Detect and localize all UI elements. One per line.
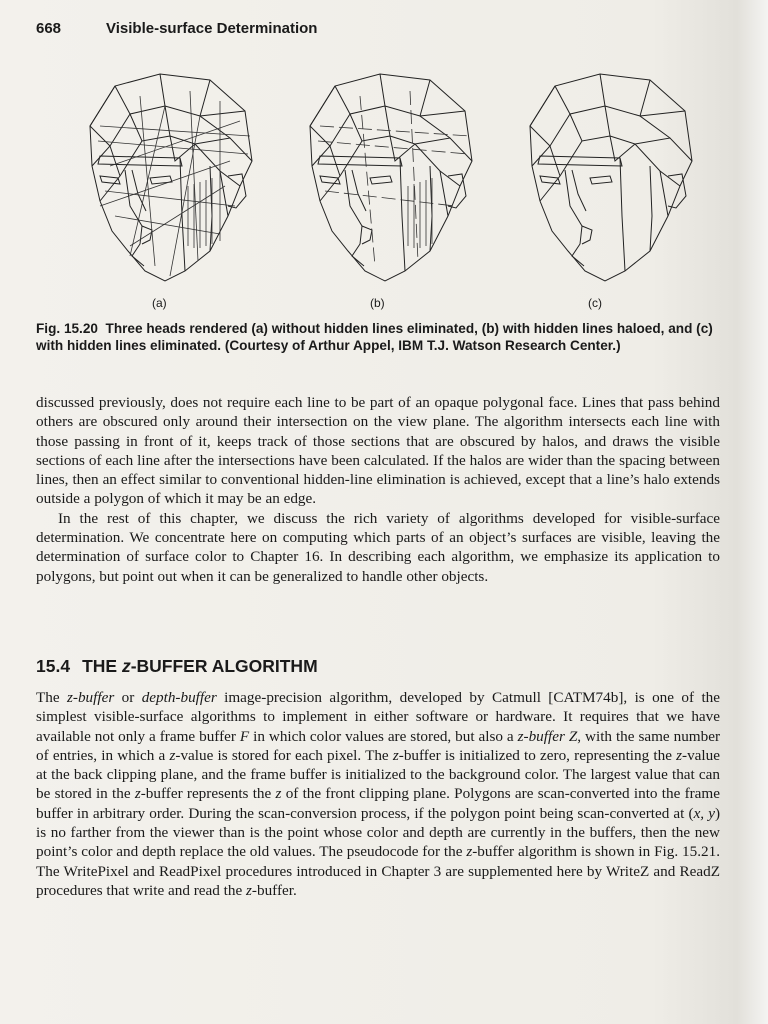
- zbuffer-text-13: -buffer is initialized to zero, representing the: [398, 746, 677, 764]
- zbuffer-text-10: z: [169, 746, 176, 764]
- zbuffer-text-16: z: [134, 785, 141, 803]
- paragraph-zbuffer-description: [36, 688, 720, 900]
- section-number: 15.4: [36, 656, 71, 676]
- caption-text: Three heads rendered (a) without hidden lines eliminated, (b) with hidden lines haloed, and (c) with hidden lines eliminated. (Courtesy of Arthur Appel, IBM T.J. Watson Research Center.): [36, 321, 713, 353]
- zbuffer-text-04: depth-buffer: [141, 689, 217, 706]
- head-a: [90, 74, 252, 281]
- zbuffer-text-23: -buffer algorithm is shown in Fig. 15.21. The WritePixel and ReadPixel procedures introduced in Chapter 3 are supplemented here by WriteZ and ReadZ procedures that write and read the: [36, 843, 720, 899]
- panel-label-b: (b): [370, 296, 385, 310]
- zbuffer-text-06: F: [239, 727, 250, 745]
- section-heading: [36, 656, 720, 677]
- zbuffer-text-02: z-buffer: [67, 689, 115, 706]
- running-title: Visible-surface Determination: [106, 20, 318, 37]
- caption-label: Fig. 15.20: [36, 321, 98, 336]
- figure-three-heads: [60, 66, 720, 316]
- zbuffer-text-18: z: [275, 785, 282, 803]
- body-text-zbuffer: [36, 688, 720, 900]
- zbuffer-text-24: z: [246, 881, 252, 899]
- zbuffer-text-15: -value at the back clipping plane, and the frame buffer is initialized to the background color. The largest value that can be stored in the: [36, 746, 720, 803]
- panel-label-c: (c): [588, 296, 602, 310]
- page-number: 668: [36, 20, 62, 37]
- section-title-prefix: THE: [82, 656, 122, 676]
- zbuffer-text-20: x, y: [693, 804, 715, 822]
- zbuffer-text-22: z: [466, 843, 473, 861]
- zbuffer-text-09: , with the same number of entries, in which a: [36, 727, 720, 764]
- zbuffer-text-19: of the front clipping plane. Polygons are scan-converted into the frame buffer in arbitrary order. During the scan-conversion process, if the polygon point being scan-converted at (: [36, 785, 720, 822]
- zbuffer-text-14: z: [676, 746, 683, 764]
- section-title-italic: z: [121, 656, 131, 676]
- zbuffer-text-07: in which color values are stored, but also a: [249, 727, 518, 745]
- paragraph-continued: discussed previously, does not require each line to be part of an opaque polygonal face. Lines that pass behind others are obscured only around their intersection on the view plane. The algorithm intersects each line with those passing in front of it, keeps track of those sections that are obscured by halos, and draws the visible sections of each line after the intersections have been calculated. If the halos are wider than the spacing between lines, then an effect similar to conventional hidden-line elimination is achieved, except that a line’s halo extends outside a polygon of which it may be an edge.: [36, 394, 720, 508]
- zbuffer-text-17: -buffer represents the: [140, 785, 276, 803]
- zbuffer-text-12: z: [392, 746, 399, 764]
- zbuffer-text-03: or: [114, 689, 142, 706]
- head-b: [310, 74, 472, 281]
- head-c: [530, 74, 692, 281]
- body-text-upper: [36, 393, 720, 586]
- panel-label-a: (a): [152, 296, 167, 310]
- zbuffer-text-08: z-buffer Z: [517, 727, 578, 745]
- section-title-suffix: -BUFFER ALGORITHM: [130, 656, 318, 676]
- zbuffer-text-01: The: [36, 689, 67, 706]
- zbuffer-text-21: ) is no farther from the viewer than is the point whose color and depth are currently in the buffers, then the new point’s color and depth replace the old values. The pseudocode for the: [36, 804, 721, 861]
- running-head: [36, 20, 736, 44]
- zbuffer-text-25: -buffer.: [251, 881, 297, 899]
- paragraph-chapter-overview: In the rest of this chapter, we discuss the rich variety of algorithms developed for visible-surface determination. We concentrate here on computing which parts of an object’s surfaces are visible, leaving the determination of surface color to Chapter 16. In describing each algorithm, we emphasize its application to polygons, but point out when it can be generalized to handle other objects.: [36, 509, 720, 585]
- heads-illustration: [60, 66, 720, 316]
- zbuffer-text-11: -value is stored for each pixel. The: [175, 746, 393, 764]
- zbuffer-text-05: image-precision algorithm, developed by Catmull [CATM74b], is one of the simplest visible-surface algorithms to implement in either software or hardware. It requires that we have available not only a frame buffer: [36, 689, 720, 745]
- figure-caption: [36, 320, 724, 354]
